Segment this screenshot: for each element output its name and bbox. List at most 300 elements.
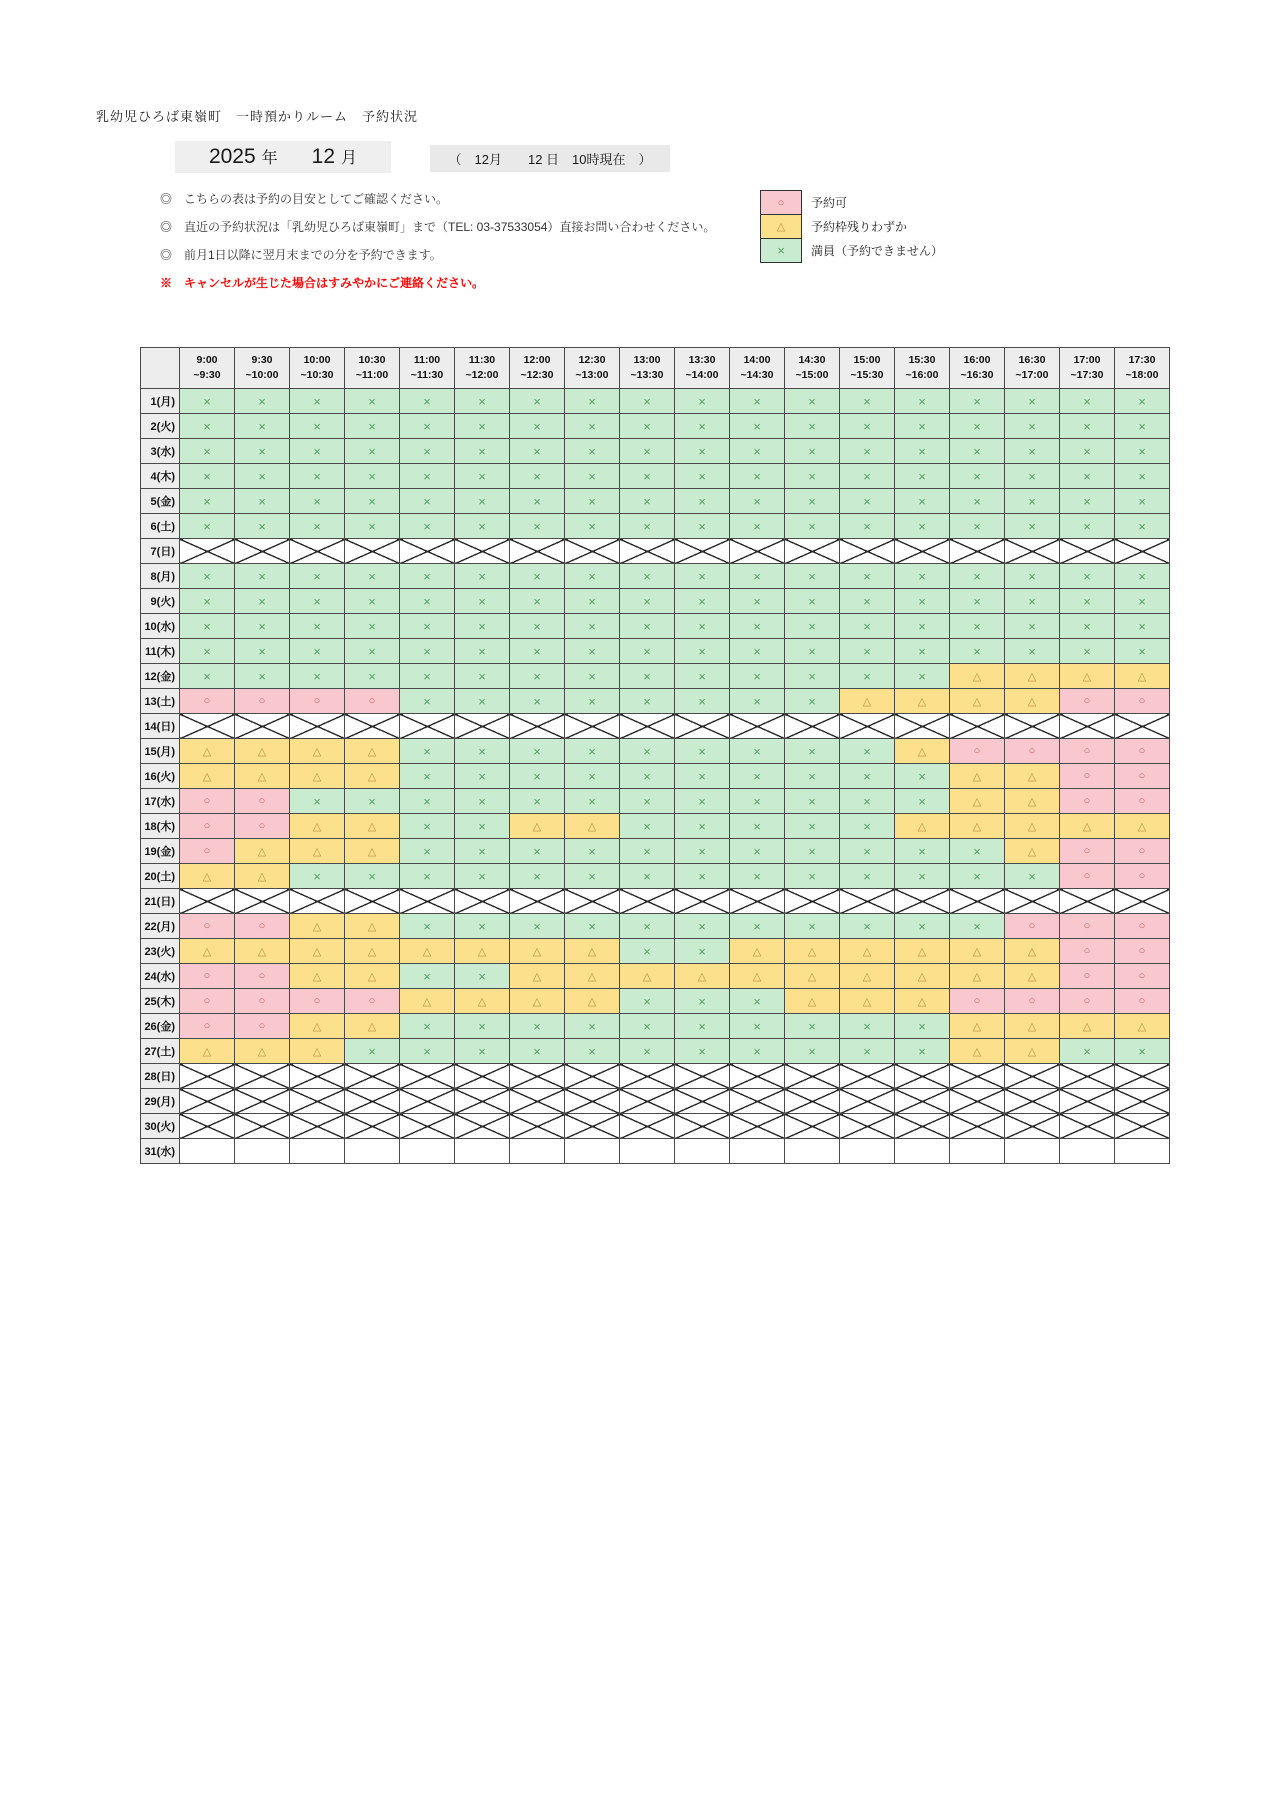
slot-cell: × [510, 689, 565, 714]
slot-cell: ○ [1115, 914, 1170, 939]
slot-cell [455, 1064, 510, 1089]
slot-cell: × [1115, 439, 1170, 464]
slot-cell: × [840, 1014, 895, 1039]
slot-cell: × [510, 639, 565, 664]
slot-cell: × [565, 614, 620, 639]
slot-cell [290, 1089, 345, 1114]
day-row [141, 839, 1170, 864]
slot-cell [345, 1114, 400, 1139]
slot-cell: × [675, 589, 730, 614]
slot-cell [235, 1114, 290, 1139]
slot-cell [730, 714, 785, 739]
slot-cell: × [455, 689, 510, 714]
slot-cell: × [785, 439, 840, 464]
slot-cell: △ [1115, 1014, 1170, 1039]
slot-cell: × [1005, 614, 1060, 639]
slot-cell: × [785, 489, 840, 514]
slot-cell: ○ [1115, 789, 1170, 814]
slot-cell [180, 1089, 235, 1114]
slot-cell: × [730, 1014, 785, 1039]
slot-cell: × [510, 914, 565, 939]
slot-cell: × [400, 564, 455, 589]
slot-cell: × [510, 1014, 565, 1039]
slot-cell: × [1060, 514, 1115, 539]
slot-cell: × [840, 664, 895, 689]
slot-cell: × [840, 389, 895, 414]
slot-cell [455, 1114, 510, 1139]
slot-cell [1005, 539, 1060, 564]
slot-cell: ○ [235, 1014, 290, 1039]
slot-cell: × [455, 514, 510, 539]
slot-cell: △ [345, 1014, 400, 1039]
slot-cell: × [785, 389, 840, 414]
slot-cell: × [840, 639, 895, 664]
slot-cell: × [620, 639, 675, 664]
slot-cell: × [730, 639, 785, 664]
slot-cell: △ [180, 739, 235, 764]
day-row [141, 764, 1170, 789]
slot-cell: × [235, 489, 290, 514]
slot-cell: △ [1005, 664, 1060, 689]
legend-label: 予約可 [811, 196, 848, 210]
slot-cell: △ [345, 939, 400, 964]
day-label: 12(金) [141, 664, 180, 689]
day-row [141, 689, 1170, 714]
slot-cell: △ [345, 814, 400, 839]
slot-cell [565, 1089, 620, 1114]
slot-cell: △ [950, 789, 1005, 814]
slot-cell [620, 539, 675, 564]
slot-cell: × [290, 389, 345, 414]
slot-cell: × [730, 864, 785, 889]
slot-cell: × [455, 814, 510, 839]
slot-cell [895, 539, 950, 564]
slot-cell: × [455, 864, 510, 889]
time-slot-header: 10:30 ~11:00 [345, 348, 400, 389]
slot-cell: ○ [180, 689, 235, 714]
slot-cell: × [455, 389, 510, 414]
slot-cell: △ [565, 989, 620, 1014]
slot-cell: × [675, 439, 730, 464]
slot-cell: △ [840, 689, 895, 714]
slot-cell [565, 889, 620, 914]
time-slot-header: 11:30 ~12:00 [455, 348, 510, 389]
slot-cell [180, 889, 235, 914]
time-slot-header: 17:00 ~17:30 [1060, 348, 1115, 389]
slot-cell: × [345, 639, 400, 664]
slot-cell [510, 1064, 565, 1089]
slot-cell: × [730, 564, 785, 589]
slot-cell: × [840, 564, 895, 589]
slot-cell: × [235, 439, 290, 464]
day-label: 14(日) [141, 714, 180, 739]
day-row [141, 889, 1170, 914]
day-row [141, 514, 1170, 539]
slot-cell [290, 714, 345, 739]
slot-cell: △ [235, 1039, 290, 1064]
time-slot-header: 9:00 ~9:30 [180, 348, 235, 389]
slot-cell: × [345, 614, 400, 639]
slot-cell: × [290, 614, 345, 639]
slot-cell: × [565, 789, 620, 814]
slot-cell: △ [895, 739, 950, 764]
slot-cell: × [895, 564, 950, 589]
slot-cell [565, 1139, 620, 1164]
slot-cell: △ [290, 764, 345, 789]
slot-cell: × [235, 464, 290, 489]
slot-cell [840, 1064, 895, 1089]
slot-cell: × [510, 439, 565, 464]
day-row [141, 1039, 1170, 1064]
slot-cell: △ [235, 739, 290, 764]
slot-cell: × [180, 639, 235, 664]
day-label: 18(木) [141, 814, 180, 839]
slot-cell: × [895, 514, 950, 539]
slot-cell: × [565, 589, 620, 614]
slot-cell: × [675, 689, 730, 714]
slot-cell: × [785, 564, 840, 589]
notes-list [160, 190, 715, 263]
slot-cell: × [730, 389, 785, 414]
slot-cell [565, 714, 620, 739]
slot-cell: △ [290, 814, 345, 839]
slot-cell: ○ [180, 814, 235, 839]
slot-cell: △ [1005, 1014, 1060, 1039]
slot-cell: × [565, 864, 620, 889]
slot-cell: △ [895, 939, 950, 964]
slot-cell [400, 889, 455, 914]
slot-cell: ○ [1115, 764, 1170, 789]
slot-cell: △ [345, 914, 400, 939]
slot-cell: △ [1060, 664, 1115, 689]
slot-cell: × [785, 914, 840, 939]
slot-cell: × [620, 589, 675, 614]
slot-cell: △ [950, 1039, 1005, 1064]
slot-cell: × [565, 414, 620, 439]
slot-cell: × [675, 614, 730, 639]
slot-cell: × [840, 814, 895, 839]
slot-cell: × [455, 964, 510, 989]
slot-cell: × [290, 639, 345, 664]
slot-cell [1060, 539, 1115, 564]
slot-cell [1060, 1089, 1115, 1114]
day-row [141, 789, 1170, 814]
slot-cell: ○ [235, 789, 290, 814]
slot-cell: × [1060, 564, 1115, 589]
day-label: 30(火) [141, 1114, 180, 1139]
slot-cell: × [840, 414, 895, 439]
slot-cell: × [455, 1039, 510, 1064]
slot-cell: × [1115, 389, 1170, 414]
slot-cell: × [840, 614, 895, 639]
slot-cell [730, 1089, 785, 1114]
note: ◎ 前月1日以降に翌月末までの分を予約できます。 [160, 248, 442, 262]
slot-cell: △ [730, 939, 785, 964]
time-slot-header: 10:00 ~10:30 [290, 348, 345, 389]
day-label: 24(水) [141, 964, 180, 989]
slot-cell: × [180, 564, 235, 589]
slot-cell: △ [565, 939, 620, 964]
slot-cell: △ [620, 964, 675, 989]
slot-cell: × [345, 664, 400, 689]
slot-cell [180, 1114, 235, 1139]
day-row [141, 739, 1170, 764]
slot-cell: △ [290, 1014, 345, 1039]
slot-cell: × [895, 914, 950, 939]
slot-cell: × [620, 1014, 675, 1039]
slot-cell: × [675, 739, 730, 764]
slot-cell: × [400, 1039, 455, 1064]
slot-cell [840, 539, 895, 564]
slot-cell [950, 1089, 1005, 1114]
slot-cell: × [895, 764, 950, 789]
slot-cell: × [345, 414, 400, 439]
slot-cell: × [675, 814, 730, 839]
slot-cell: × [565, 664, 620, 689]
slot-cell: × [1115, 564, 1170, 589]
slot-cell: × [1060, 414, 1115, 439]
slot-cell: △ [840, 989, 895, 1014]
slot-cell: × [950, 639, 1005, 664]
slot-cell: ○ [180, 1014, 235, 1039]
slot-cell: △ [785, 939, 840, 964]
slot-cell: × [840, 589, 895, 614]
slot-cell: × [290, 664, 345, 689]
slot-cell [840, 1139, 895, 1164]
slot-cell: × [1005, 489, 1060, 514]
slot-cell [785, 539, 840, 564]
slot-cell: △ [180, 864, 235, 889]
day-row [141, 614, 1170, 639]
slot-cell: △ [400, 989, 455, 1014]
slot-cell: × [345, 789, 400, 814]
cancel-warning: ※ キャンセルが生じた場合はすみやかにご連絡ください。 [160, 276, 485, 290]
slot-cell: × [565, 1014, 620, 1039]
slot-cell [290, 1064, 345, 1089]
slot-cell: × [290, 464, 345, 489]
slot-cell: × [620, 564, 675, 589]
day-row [141, 414, 1170, 439]
slot-cell: × [1115, 589, 1170, 614]
period-box [175, 141, 391, 173]
slot-cell: × [345, 389, 400, 414]
slot-cell: × [620, 789, 675, 814]
slot-cell: △ [290, 739, 345, 764]
slot-cell: × [510, 1039, 565, 1064]
slot-cell: × [730, 514, 785, 539]
slot-cell: × [950, 614, 1005, 639]
slot-cell: × [950, 864, 1005, 889]
slot-cell: × [565, 764, 620, 789]
slot-cell: × [180, 514, 235, 539]
slot-cell: ○ [1060, 739, 1115, 764]
day-row [141, 489, 1170, 514]
day-label: 15(月) [141, 739, 180, 764]
slot-cell: × [675, 1039, 730, 1064]
slot-cell [235, 1089, 290, 1114]
slot-cell [235, 1064, 290, 1089]
slot-cell [1115, 889, 1170, 914]
slot-cell: × [950, 464, 1005, 489]
day-row [141, 464, 1170, 489]
slot-cell: △ [1005, 1039, 1060, 1064]
day-label: 23(火) [141, 939, 180, 964]
slot-cell: × [840, 789, 895, 814]
day-label: 2(火) [141, 414, 180, 439]
slot-cell [730, 539, 785, 564]
slot-cell: × [510, 564, 565, 589]
page-title: 乳幼児ひろば東嶺町 一時預かりルーム 予約状況 [96, 109, 419, 124]
slot-cell: △ [1005, 964, 1060, 989]
slot-cell: × [620, 689, 675, 714]
slot-cell: × [620, 939, 675, 964]
slot-cell [840, 714, 895, 739]
slot-cell [510, 714, 565, 739]
slot-cell: × [950, 439, 1005, 464]
slot-cell: × [1060, 464, 1115, 489]
slot-cell: × [785, 464, 840, 489]
slot-cell: × [290, 864, 345, 889]
slot-cell: × [510, 839, 565, 864]
slot-cell: ○ [180, 964, 235, 989]
slot-cell [180, 1064, 235, 1089]
day-row [141, 989, 1170, 1014]
slot-cell [290, 889, 345, 914]
slot-cell [400, 714, 455, 739]
slot-cell: × [950, 514, 1005, 539]
slot-cell: × [510, 664, 565, 689]
time-slot-header: 9:30 ~10:00 [235, 348, 290, 389]
slot-cell: × [235, 589, 290, 614]
slot-cell: × [620, 739, 675, 764]
day-label: 10(水) [141, 614, 180, 639]
slot-cell: × [510, 514, 565, 539]
slot-cell [180, 539, 235, 564]
slot-cell: × [180, 664, 235, 689]
slot-cell: × [730, 414, 785, 439]
slot-cell [785, 1114, 840, 1139]
slot-cell [840, 1114, 895, 1139]
slot-cell: △ [400, 939, 455, 964]
slot-cell: × [950, 489, 1005, 514]
slot-cell: × [895, 664, 950, 689]
period-month-group [312, 145, 357, 169]
slot-cell: × [455, 589, 510, 614]
day-row [141, 1014, 1170, 1039]
slot-cell [1060, 1139, 1115, 1164]
slot-cell: × [510, 614, 565, 639]
day-label: 25(木) [141, 989, 180, 1014]
slot-cell: △ [840, 964, 895, 989]
slot-cell: × [895, 614, 950, 639]
slot-cell: × [1060, 639, 1115, 664]
slot-cell: △ [290, 839, 345, 864]
slot-cell: × [180, 439, 235, 464]
slot-cell [840, 889, 895, 914]
slot-cell: × [1115, 514, 1170, 539]
slot-cell [1115, 539, 1170, 564]
slot-cell: × [510, 789, 565, 814]
slot-cell [235, 714, 290, 739]
slot-cell [895, 1089, 950, 1114]
slot-cell: × [785, 614, 840, 639]
slot-cell: × [730, 464, 785, 489]
slot-cell: × [400, 414, 455, 439]
slot-cell: × [565, 1039, 620, 1064]
slot-cell: × [620, 614, 675, 639]
day-label: 9(火) [141, 589, 180, 614]
slot-cell: × [730, 589, 785, 614]
slot-cell [345, 1139, 400, 1164]
slot-cell [785, 1064, 840, 1089]
day-row [141, 939, 1170, 964]
slot-cell [620, 889, 675, 914]
slot-cell [950, 1064, 1005, 1089]
time-slot-header: 16:00 ~16:30 [950, 348, 1005, 389]
note: ◎ こちらの表は予約の目安としてご確認ください。 [160, 192, 449, 206]
slot-cell: × [1060, 489, 1115, 514]
slot-cell [235, 539, 290, 564]
slot-cell: × [675, 389, 730, 414]
slot-cell [510, 1114, 565, 1139]
slot-cell: △ [1005, 789, 1060, 814]
slot-cell: △ [455, 939, 510, 964]
slot-cell [1005, 1064, 1060, 1089]
slot-cell: △ [345, 739, 400, 764]
day-label: 29(月) [141, 1089, 180, 1114]
day-label: 22(月) [141, 914, 180, 939]
slot-cell: ○ [1115, 739, 1170, 764]
slot-cell [290, 539, 345, 564]
slot-cell: × [840, 739, 895, 764]
day-label: 7(日) [141, 539, 180, 564]
legend-swatch: △ [760, 214, 802, 239]
note: ◎ 直近の予約状況は「乳幼児ひろば東嶺町」まで（TEL: 03-37533054）直接お問い合わせください。 [160, 220, 716, 234]
slot-cell [455, 889, 510, 914]
slot-cell: × [895, 639, 950, 664]
time-slot-header: 14:00 ~14:30 [730, 348, 785, 389]
slot-cell: △ [235, 864, 290, 889]
day-label: 8(月) [141, 564, 180, 589]
slot-cell: ○ [235, 989, 290, 1014]
slot-cell [1005, 1114, 1060, 1139]
day-label: 27(土) [141, 1039, 180, 1064]
slot-cell: × [730, 789, 785, 814]
slot-cell: × [895, 389, 950, 414]
slot-cell: × [1060, 389, 1115, 414]
slot-cell: ○ [1115, 989, 1170, 1014]
slot-cell: × [675, 939, 730, 964]
slot-cell [895, 1114, 950, 1139]
slot-cell: × [290, 589, 345, 614]
slot-cell: × [950, 589, 1005, 614]
slot-cell: × [400, 514, 455, 539]
slot-cell [620, 1139, 675, 1164]
slot-cell [950, 539, 1005, 564]
day-row [141, 814, 1170, 839]
slot-cell: × [730, 689, 785, 714]
slot-cell [950, 1114, 1005, 1139]
slot-cell [400, 1139, 455, 1164]
legend-label: 予約枠残りわずか [811, 220, 908, 234]
slot-cell: △ [950, 689, 1005, 714]
slot-cell: × [400, 689, 455, 714]
slot-cell [1005, 889, 1060, 914]
slot-cell [785, 1089, 840, 1114]
slot-cell: ○ [1060, 839, 1115, 864]
slot-cell: × [400, 589, 455, 614]
slot-cell: × [730, 764, 785, 789]
